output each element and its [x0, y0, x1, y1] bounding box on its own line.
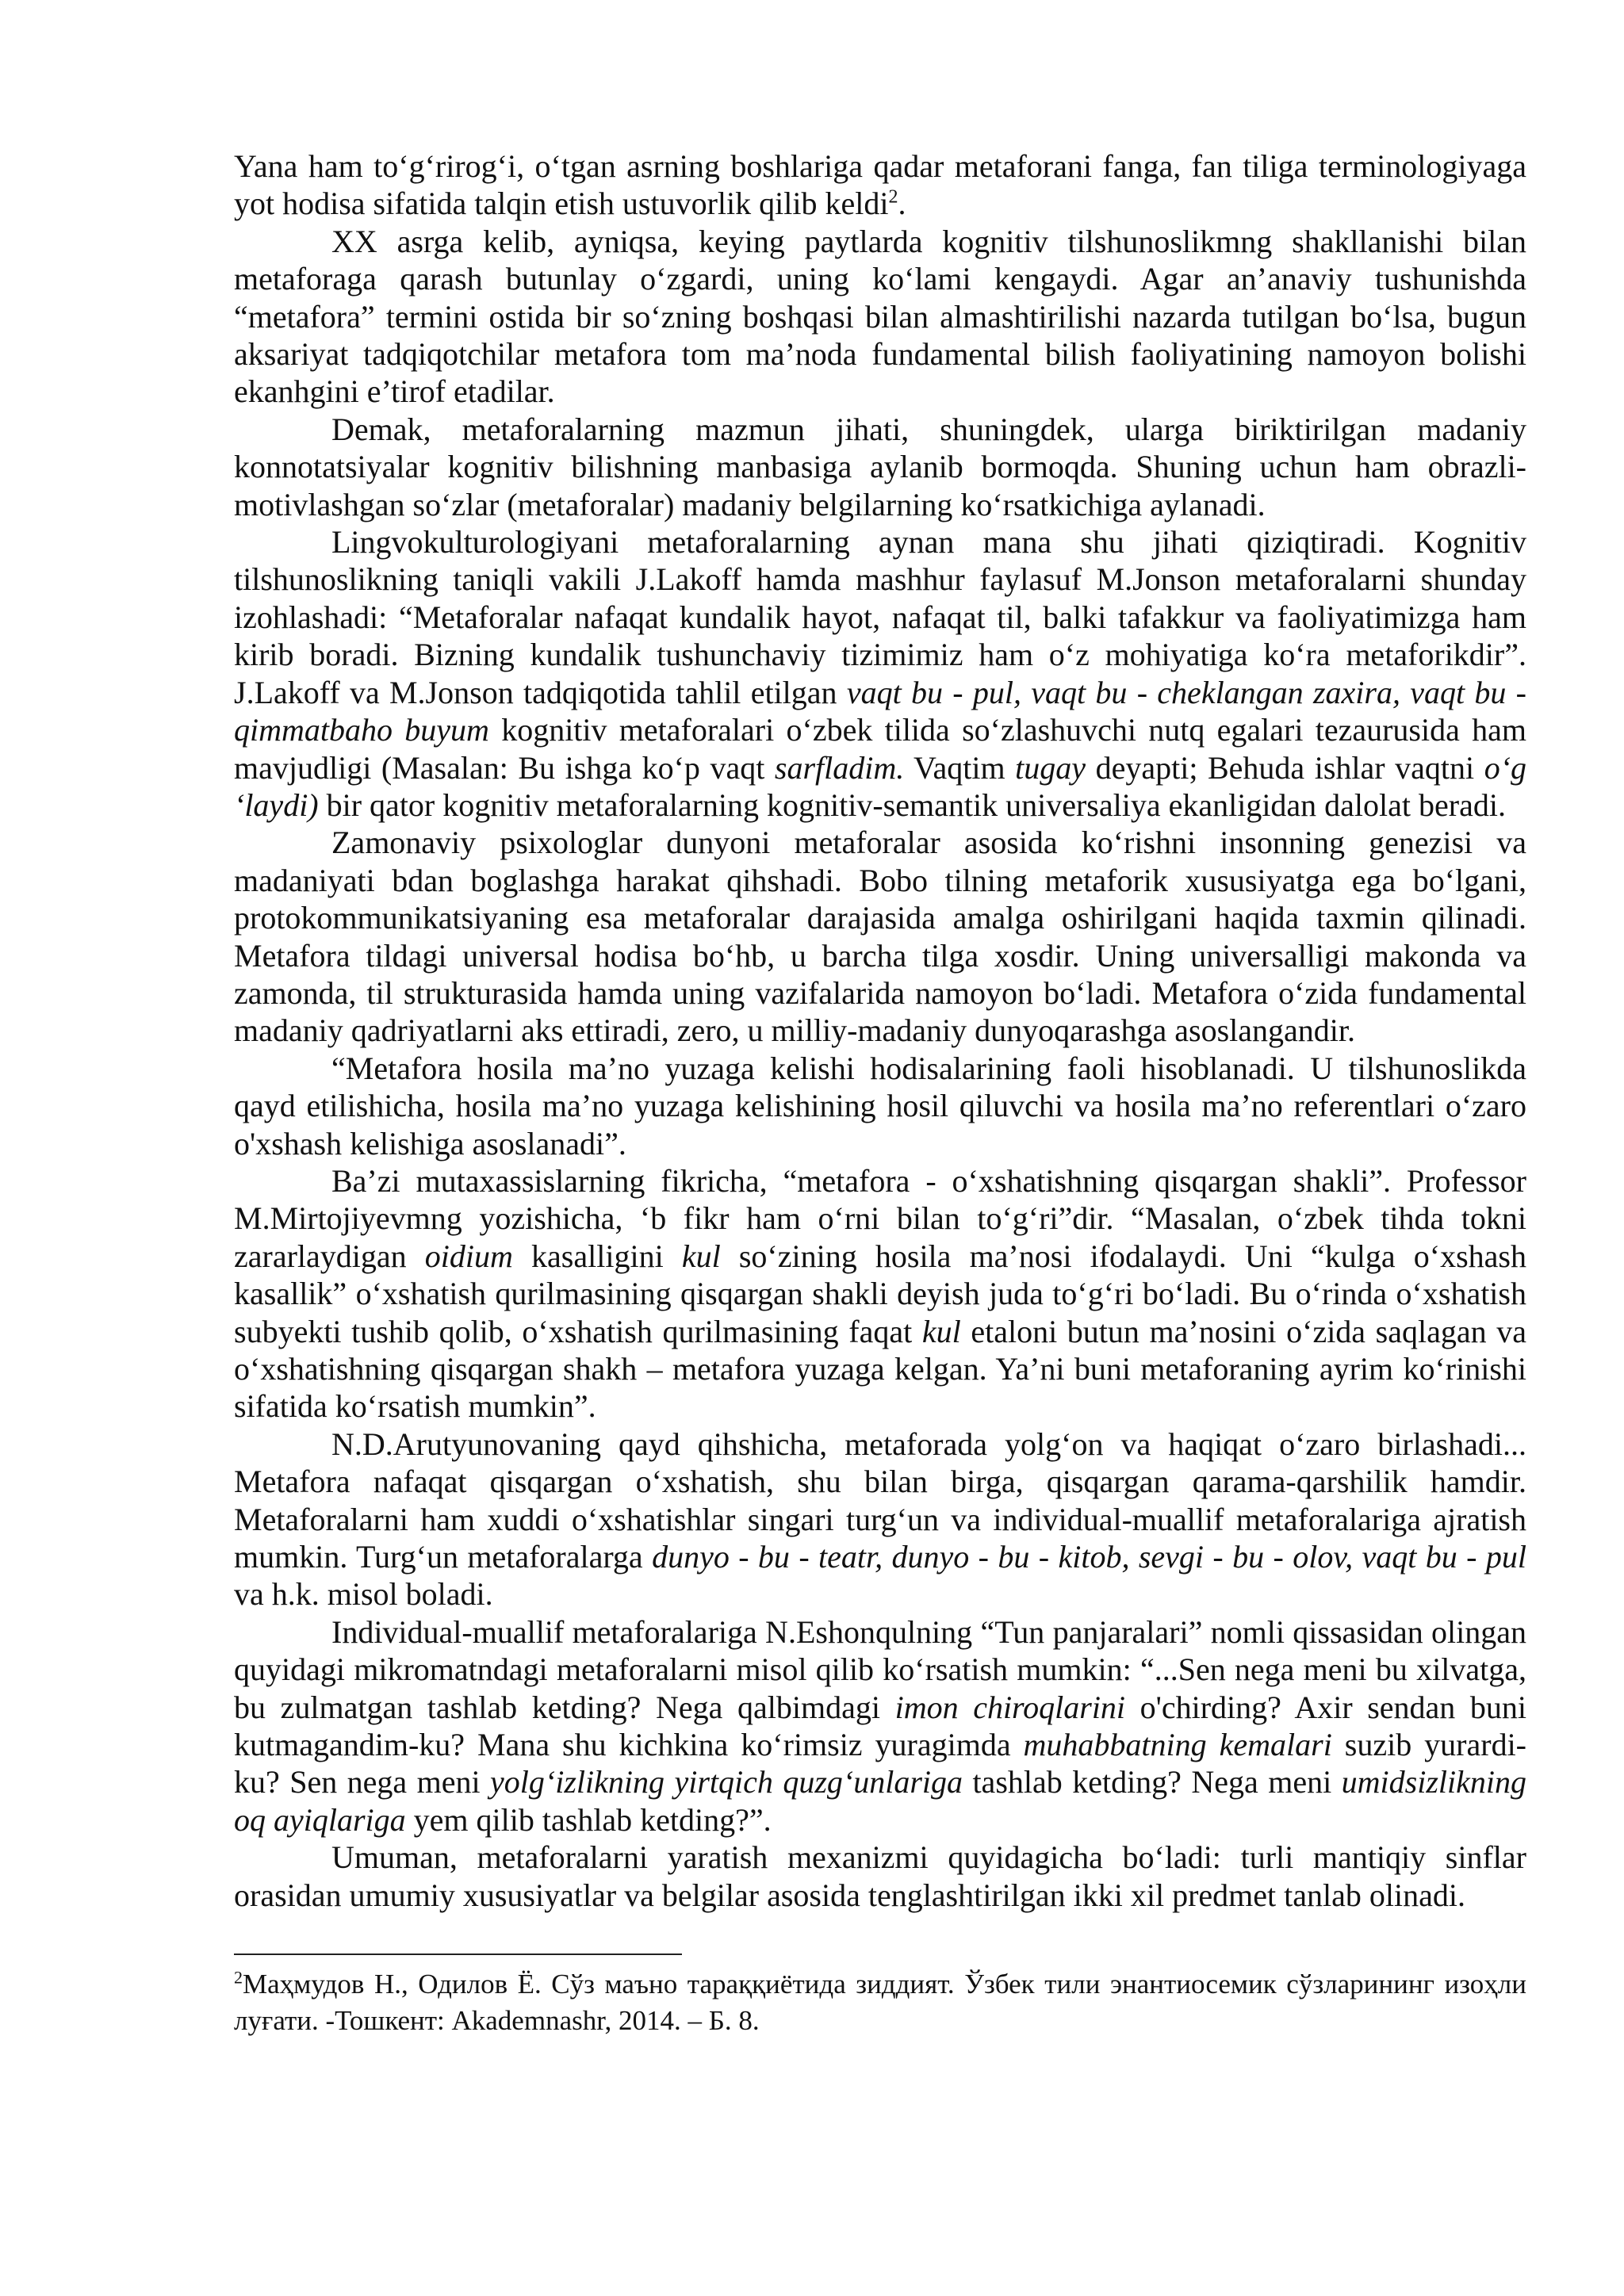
text-run: Vaqtim	[904, 749, 1016, 786]
text-run: Lingvokulturologiyani metaforalarning aynan mana shu jihati qiziqtiradi. Kognitiv tilshunoslikning taniqli vakili J.Lakoff hamda mashhur faylasuf M.Jonson metaforalarni shunday izohlashadi: “Metaforalar nafaqat kundalik hayot, nafaqat til, balki tafakkur va faoliyatimizga ham kirib boradi. Bizning kundalik tushunchaviy tizimimiz ham o‘z mohiyatiga ko‘ra metaforikdir”. J.Lakoff va M.Jonson tadqiqotida tahlil etilgan	[234, 524, 1526, 710]
text-run: “Metafora hosila ma’no yuzaga kelishi hodisalarining faoli hisoblanadi. U tilshunoslikda qayd etilishicha, hosila ma’no yuzaga kelishining hosil qiluvchi va hosila ma’no referentlari o‘zaro o'xshash kelishiga asoslanadi”.	[234, 1050, 1526, 1161]
text-run: N.D.Arutyunovaning qayd qihshicha, metaforada yolg‘on va haqiqat o‘zaro birlashadi... Metafora nafaqat qisqargan o‘xshatish, shu bilan birga, qisqargan qarama-qarshilik hamdir. Metaforalarni ham xuddi o‘xshatishlar singari turg‘un va individual-muallif metaforalariga ajratish mumkin. Turg‘un metaforalarga	[234, 1425, 1526, 1575]
paragraph	[234, 523, 1526, 824]
text-run: Umuman, metaforalarni yaratish mexanizmi quyidagicha bo‘ladi: turli mantiqiy sinflar orasidan umumiy xususiyatlar va belgilar asosida tenglashtirilgan ikki xil predmet tanlab olinadi.	[234, 1839, 1526, 1913]
italic-text: muhabbatning kemalari	[1023, 1727, 1332, 1763]
italic-text: umidsizlikning oq ayiqlariga	[234, 1764, 1526, 1838]
italic-text: vaqt bu - pul, vaqt bu - cheklangan zaxira, vaqt bu - qimmatbaho buyum	[234, 674, 1526, 748]
italic-text: kul	[921, 1313, 961, 1349]
footnote-separator	[234, 1954, 682, 1955]
text-run: kognitiv metaforalari o‘zbek tilida so‘zlashuvchi nutq egalari tezaurusida ham mavjudligi (Masalan: Bu ishga ko‘p vaqt	[234, 712, 1527, 786]
text-run: kasalligini	[512, 1238, 682, 1274]
italic-text: kul	[681, 1238, 721, 1274]
paragraph	[234, 1839, 1526, 1914]
footnote	[234, 1966, 1526, 2039]
paragraph	[234, 1162, 1526, 1425]
body-text	[234, 147, 1526, 1914]
text-run: tashlab ketding? Nega meni	[963, 1764, 1342, 1800]
text-run: Yana ham to‘g‘rirog‘i, o‘tgan asrning boshlariga qadar metaforani fanga, fan tiliga terminologiyaga yot hodisa sifatida talqin etish ustuvorlik qilib keldi	[234, 148, 1526, 222]
text-run: bir qator kognitiv metaforalarning kognitiv-semantik universaliya ekanligidan dalolat beradi.	[318, 786, 1506, 823]
italic-text: oidium	[424, 1238, 513, 1274]
footnote-text: Маҳмудов Н., Одилов Ё. Сўз маъно тараққиётида зиддият. Ўзбек тили энантиосемик сўзларининг изоҳли луғати. -Тошкент: Akademnashr, 2014. – Б. 8.	[234, 1969, 1526, 2036]
text-run: XX asrga kelib, ayniqsa, keying paytlarda kognitiv tilshunoslikmng shakllanishi bilan metaforaga qarash butunlay o‘zgardi, uning ko‘lami kengaydi. Agar an’anaviy tushunishda “metafora” termini ostida bir so‘zning boshqasi bilan almashtirilishi nazarda tutilgan bo‘lsa, bugun aksariyat tadqiqotchilar metafora tom ma’noda fundamental bilish faoliyatining namoyon bolishi ekanhgini e’tirof etadilar.	[234, 223, 1526, 410]
footnote-marker: 2	[234, 1967, 243, 1988]
italic-text: dunyo - bu - teatr, dunyo - bu - kitob, sevgi - bu - olov, vaqt bu - pul	[652, 1539, 1526, 1575]
text-run: Zamonaviy psixologlar dunyoni metaforalar asosida ko‘rishni insonning genezisi va madaniyati bdan boglashga harakat qihshadi. Bobo tilning metaforik xususiyatga ega bo‘lgani, protokommunikatsiyaning esa metaforalar darajasida amalga oshirilgani haqida taxmin qilinadi. Metafora tildagi universal hodisa bo‘hb, u barcha tilga xosdir. Uning universalligi makonda va zamonda, til strukturasida hamda uning vazifalarida namoyon bo‘ladi. Metafora o‘zida fundamental madaniy qadriyatlarni aks ettiradi, zero, u milliy-madaniy dunyoqarashga asoslangandir.	[234, 825, 1526, 1049]
text-run: yem qilib tashlab ketding?”.	[405, 1801, 772, 1838]
italic-text: tugay	[1015, 749, 1086, 786]
paragraph	[234, 1050, 1526, 1162]
text-run: Individual-muallif metaforalariga N.Eshonqulning “Tun panjaralari” nomli qissasidan olingan quyidagi mikromatndagi metaforalarni misol qilib ko‘rsatish mumkin: “...Sen nega meni bu xilvatga, bu zulmatgan tashlab ketding? Nega qalbimdagi	[234, 1613, 1526, 1725]
paragraph	[234, 1613, 1526, 1839]
italic-text: o‘g ‘laydi)	[234, 749, 1527, 823]
text-run: va h.k. misol boladi.	[234, 1576, 493, 1613]
text-run: .	[898, 186, 906, 222]
text-run: Demak, metaforalarning mazmun jihati, shuningdek, ularga biriktirilgan madaniy konnotatsiyalar kognitiv bilishning manbasiga aylanib bormoqda. Shuning uchun ham obrazli-motivlashgan so‘zlar (metaforalar) madaniy belgilarning ko‘rsatkichiga aylanadi.	[234, 411, 1526, 522]
paragraph	[234, 824, 1526, 1049]
paragraph	[234, 223, 1526, 411]
text-run: so‘zining hosila ma’nosi ifodalaydi. Uni “kulga o‘xshash kasallik” o‘xshatish qurilmasining qisqargan shakli deyish juda to‘g‘ri bo‘ladi. Bu o‘rinda o‘xshatish subyekti tushib qolib, o‘xshatish qurilmasining faqat	[234, 1238, 1527, 1349]
text-run: etaloni butun ma’nosini o‘zida saqlagan va o‘xshatishning qisqargan shakh – metafora yuzaga kelgan. Ya’ni buni metaforaning ayrim ko‘rinishi sifatida ko‘rsatish mumkin”.	[234, 1313, 1526, 1425]
text-run: suzib yurardi-ku? Sen nega meni	[234, 1727, 1526, 1800]
italic-text: sarfladim.	[774, 749, 905, 786]
text-run: o'chirding? Axir sendan buni kutmagandim-ku? Mana shu kichkina ko‘rimsiz yuragimda	[234, 1689, 1527, 1763]
italic-text: yolg‘izlikning yirtqich quzg‘unlariga	[490, 1764, 963, 1800]
paragraph	[234, 147, 1526, 223]
italic-text: imon chiroqlarini	[894, 1689, 1126, 1725]
footnote-ref: 2	[888, 187, 898, 209]
paragraph	[234, 1425, 1526, 1613]
text-run: Ba’zi mutaxassislarning fikricha, “metafora - o‘xshatishning qisqargan shakli”. Professor M.Mirtojiyevmng yozishicha, ‘b fikr ham o‘rni bilan to‘g‘ri”dir. “Masalan, o‘zbek tihda tokni zararlaydigan	[234, 1162, 1526, 1274]
paragraph	[234, 411, 1526, 523]
text-run: deyapti; Behuda ishlar vaqtni	[1086, 749, 1484, 786]
